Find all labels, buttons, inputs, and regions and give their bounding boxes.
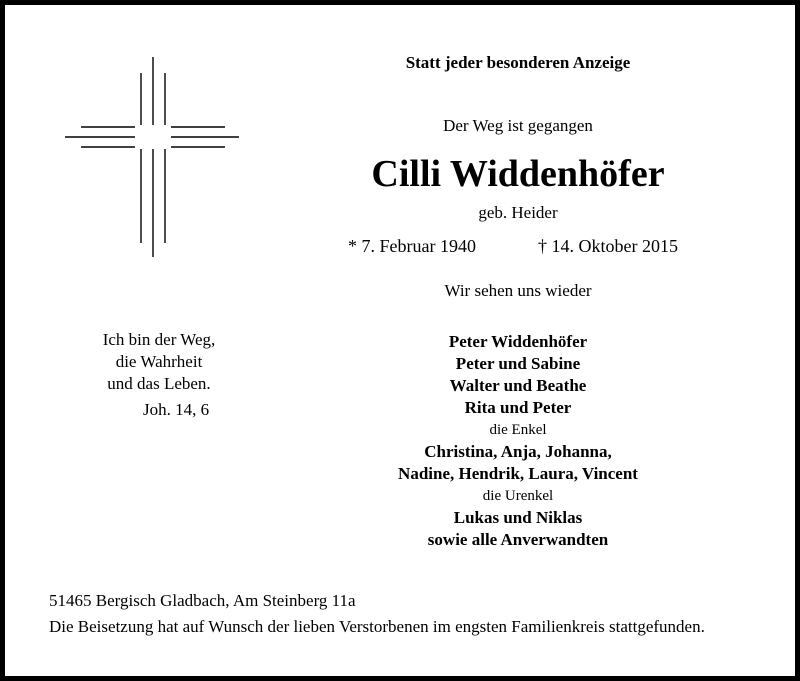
motto: Wir sehen uns wieder xyxy=(444,281,592,300)
verse-line: die Wahrheit xyxy=(115,352,203,371)
cross-icon xyxy=(65,57,245,257)
intro-line: Der Weg ist gegangen xyxy=(443,116,593,135)
mourner-line: Walter und Beathe xyxy=(449,376,587,395)
mourner-line: Lukas und Niklas xyxy=(453,508,583,527)
mourners-list xyxy=(398,331,638,551)
mourner-line: Nadine, Hendrik, Laura, Vincent xyxy=(398,464,638,483)
mourner-line: Peter Widdenhöfer xyxy=(448,332,588,351)
death-date: † 14. Oktober 2015 xyxy=(538,236,678,256)
maiden-name: geb. Heider xyxy=(478,203,558,222)
verse-reference: Joh. 14, 6 xyxy=(143,400,210,419)
mourner-group-label: die Urenkel xyxy=(482,488,554,504)
verse-line: Ich bin der Weg, xyxy=(102,330,216,349)
address: 51465 Bergisch Gladbach, Am Steinberg 11a xyxy=(49,591,356,610)
headline: Statt jeder besonderen Anzeige xyxy=(405,53,631,72)
burial-note: Die Beisetzung hat auf Wunsch der lieben Verstorbenen im engsten Familienkreis stattgefunden. xyxy=(49,617,705,636)
mourner-line: Rita und Peter xyxy=(464,398,572,417)
mourner-line: sowie alle Anverwandten xyxy=(427,530,609,549)
verse-line: und das Leben. xyxy=(107,374,211,393)
mourner-line: Peter und Sabine xyxy=(455,354,581,373)
mourner-group-label: die Enkel xyxy=(489,422,547,438)
birth-date: * 7. Februar 1940 xyxy=(348,236,476,256)
bible-verse xyxy=(103,329,216,395)
deceased-name: Cilli Widdenhöfer xyxy=(371,153,665,195)
mourner-line: Christina, Anja, Johanna, xyxy=(424,442,612,461)
